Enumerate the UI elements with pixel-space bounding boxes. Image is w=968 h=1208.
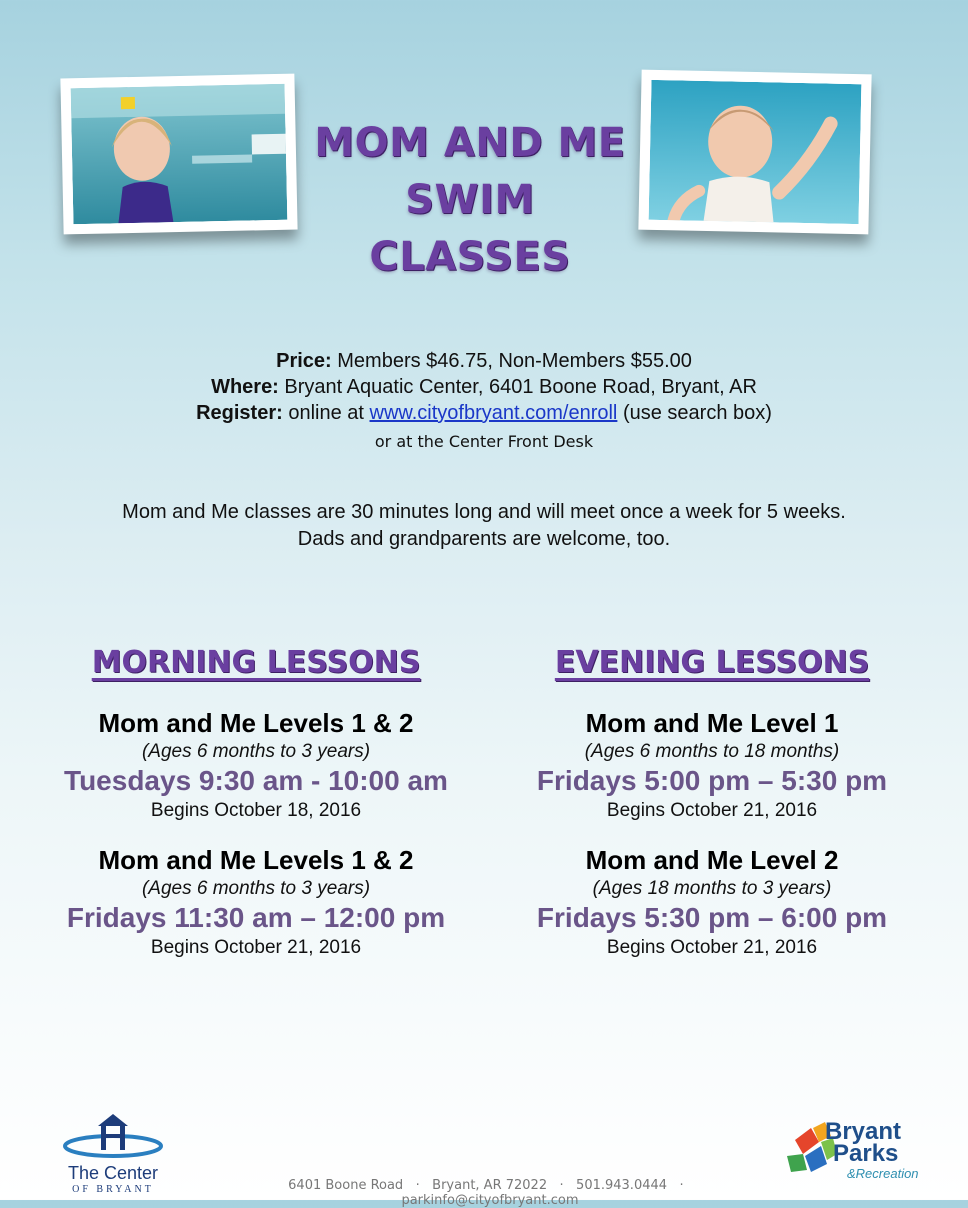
footer-phone: 501.943.0444	[576, 1178, 668, 1193]
lesson-begins: Begins October 21, 2016	[606, 800, 818, 821]
page-title	[300, 115, 640, 286]
description-line-2: Dads and grandparents are welcome, too.	[297, 528, 671, 550]
lesson-name: Mom and Me Level 1	[585, 708, 839, 738]
morning-heading: MORNING LESSONS	[91, 645, 421, 680]
pavilion-logo-icon	[58, 1112, 168, 1158]
lesson-name: Mom and Me Levels 1 & 2	[98, 845, 414, 875]
lesson-ages: (Ages 6 months to 3 years)	[141, 878, 371, 899]
swimming-child-photo	[71, 84, 288, 224]
lesson-block	[36, 844, 476, 961]
lesson-ages: (Ages 6 months to 3 years)	[141, 741, 371, 762]
logo-right-line-1: Bryant	[825, 1118, 902, 1145]
lesson-time: Tuesdays 9:30 am - 10:00 am	[64, 765, 448, 796]
lesson-time: Fridays 5:00 pm – 5:30 pm	[536, 765, 888, 796]
register-label: Register:	[196, 402, 283, 424]
swimming-baby-photo	[649, 80, 862, 224]
lesson-begins: Begins October 18, 2016	[150, 800, 362, 821]
logo-left-name: The Center	[67, 1163, 159, 1183]
register-alt: or at the Center Front Desk	[374, 432, 594, 451]
lesson-ages: (Ages 18 months to 3 years)	[592, 878, 832, 899]
where-line	[0, 374, 968, 400]
morning-lessons-column	[36, 645, 476, 981]
footer-sep: ·	[415, 1178, 420, 1193]
the-center-logo	[58, 1112, 168, 1196]
logo-left-sub: OF BRYANT	[72, 1184, 154, 1195]
lesson-block	[492, 707, 932, 824]
register-pre: online at	[282, 402, 370, 424]
footer-contact	[200, 1178, 780, 1208]
price-label: Price:	[276, 350, 332, 372]
lesson-name: Mom and Me Level 2	[585, 845, 839, 875]
footer-city: Bryant, AR 72022	[432, 1178, 548, 1193]
register-line	[0, 400, 968, 426]
class-description	[0, 499, 968, 553]
price-line	[0, 348, 968, 374]
footer-email: parkinfo@cityofbryant.com	[401, 1193, 579, 1208]
logo-right-line-2: Parks	[833, 1140, 899, 1167]
where-label: Where:	[211, 376, 279, 398]
lesson-block	[36, 707, 476, 824]
evening-lessons-column	[492, 645, 932, 981]
logo-right-line-3: &Recreation	[847, 1166, 919, 1181]
lesson-begins: Begins October 21, 2016	[150, 937, 362, 958]
lesson-time: Fridays 5:30 pm – 6:00 pm	[536, 902, 888, 933]
lesson-begins: Begins October 21, 2016	[606, 937, 818, 958]
lesson-block	[492, 844, 932, 961]
photo-child-underwater-left	[60, 74, 297, 235]
title-line-3: CLASSES	[369, 234, 571, 280]
evening-heading: EVENING LESSONS	[554, 645, 870, 680]
register-post: (use search box)	[617, 402, 772, 424]
photo-baby-underwater-right	[638, 70, 871, 235]
footer-sep: ·	[559, 1178, 564, 1193]
lesson-time: Fridays 11:30 am – 12:00 pm	[66, 902, 446, 933]
lesson-name: Mom and Me Levels 1 & 2	[98, 708, 414, 738]
enroll-link[interactable]: www.cityofbryant.com/enroll	[369, 402, 618, 424]
footer-sep: ·	[679, 1178, 684, 1193]
title-line-1: MOM AND ME	[314, 120, 626, 166]
title-line-2: SWIM	[405, 177, 535, 223]
price-text: Members $46.75, Non-Members $55.00	[331, 350, 692, 372]
register-alt-line	[0, 428, 968, 455]
bryant-parks-logo	[785, 1118, 919, 1185]
footer-address: 6401 Boone Road	[288, 1178, 404, 1193]
where-text: Bryant Aquatic Center, 6401 Boone Road, Bryant, AR	[278, 376, 757, 398]
lesson-ages: (Ages 6 months to 18 months)	[584, 741, 840, 762]
description-line-1: Mom and Me classes are 30 minutes long and will meet once a week for 5 weeks.	[122, 501, 846, 523]
